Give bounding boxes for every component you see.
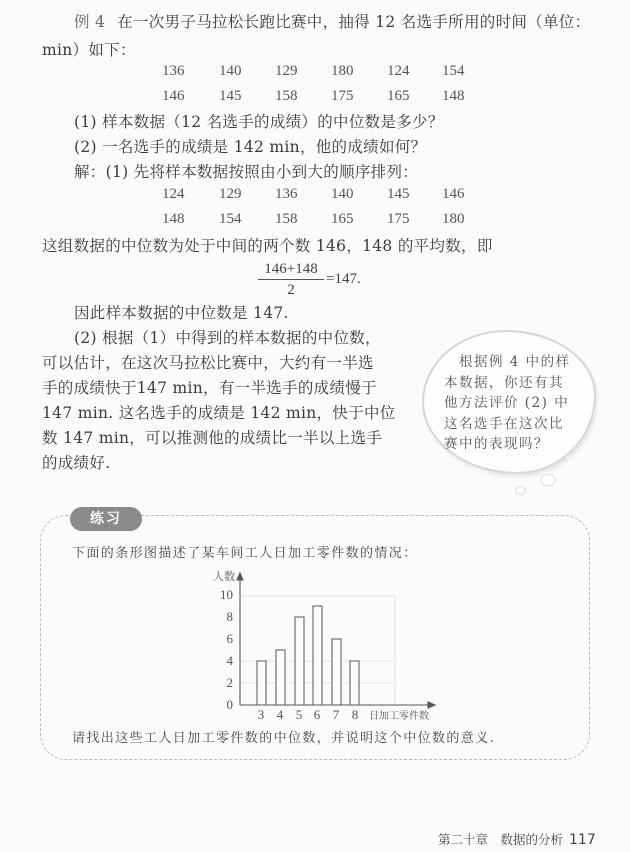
exercise-question: 请找出这些工人日加工零件数的中位数，并说明这个中位数的意义. bbox=[72, 731, 496, 746]
y-tick: 0 bbox=[226, 697, 233, 712]
x-tick: 8 bbox=[351, 707, 359, 722]
example-intro: 在一次男子马拉松长跑比赛中，抽得 12 名选手所用的时间（单位： bbox=[117, 13, 591, 31]
data-cell: 145 bbox=[387, 186, 410, 202]
data-cell: 175 bbox=[387, 211, 410, 227]
question-2: (2) 一名选手的成绩是 142 min，他的成绩如何？ bbox=[74, 138, 427, 156]
bar-5 bbox=[295, 617, 304, 705]
part2-line: 147 min. 这名选手的成绩是 142 min，快于中位 bbox=[42, 404, 396, 422]
x-axis-label: 日加工零件数 bbox=[369, 711, 429, 722]
y-tick: 6 bbox=[226, 631, 233, 646]
x-tick: 6 bbox=[313, 707, 321, 722]
data-cell: 124 bbox=[387, 63, 410, 79]
data-cell: 129 bbox=[219, 186, 242, 202]
data-cell: 158 bbox=[275, 88, 298, 104]
question-1: (1) 样本数据（12 名选手的成绩）的中位数是多少？ bbox=[74, 113, 444, 131]
bubble-tail-dot bbox=[540, 474, 556, 486]
data-cell: 146 bbox=[442, 186, 465, 202]
bubble-tail-dot bbox=[515, 486, 526, 495]
data-cell: 136 bbox=[275, 186, 298, 202]
chapter-title: 第二十章 数据的分析 bbox=[438, 832, 564, 847]
thought-bubble-text: 根据例 4 中的样本数据，你还有其他方法评价 (2) 中这名选手在这次比赛中的表现吗？ bbox=[444, 354, 571, 452]
solution-intro: 解：(1) 先将样本数据按照由小到大的顺序排列： bbox=[74, 163, 419, 181]
page-number: 117 bbox=[569, 832, 596, 848]
data-cell: 146 bbox=[162, 88, 185, 104]
data-cell: 180 bbox=[331, 63, 354, 79]
data-cell: 145 bbox=[219, 88, 242, 104]
data-cell: 136 bbox=[162, 63, 185, 79]
y-tick: 4 bbox=[226, 653, 233, 668]
conclusion-1: 因此样本数据的中位数是 147. bbox=[74, 304, 289, 322]
x-axis-ticks bbox=[258, 707, 359, 722]
data-cell: 165 bbox=[387, 88, 410, 104]
part2-line: 数 147 min，可以推测他的成绩比一半以上选手 bbox=[42, 429, 383, 447]
bar-6 bbox=[313, 606, 322, 705]
y-tick: 2 bbox=[226, 675, 233, 690]
data-cell: 175 bbox=[331, 88, 354, 104]
example-intro-line2: min）如下： bbox=[42, 41, 136, 59]
data-cell: 148 bbox=[442, 88, 465, 104]
data-cell: 158 bbox=[275, 211, 298, 227]
x-tick: 7 bbox=[332, 707, 340, 722]
bar-chart bbox=[195, 566, 445, 726]
bar-3 bbox=[257, 661, 266, 705]
bars bbox=[257, 606, 359, 705]
median-statement: 这组数据的中位数为处于中间的两个数 146，148 的平均数，即 bbox=[42, 237, 493, 255]
part2-line: (2) 根据（1）中得到的样本数据的中位数， bbox=[74, 329, 381, 347]
data-cell: 154 bbox=[442, 63, 465, 79]
part2-line: 手的成绩快于147 min，有一半选手的成绩慢于 bbox=[42, 379, 377, 397]
example-heading bbox=[74, 12, 590, 32]
y-tick: 8 bbox=[226, 609, 233, 624]
y-tick: 10 bbox=[220, 587, 233, 602]
y-axis-ticks bbox=[220, 587, 234, 712]
x-tick: 3 bbox=[257, 707, 265, 722]
exercise-tab: 练习 bbox=[70, 507, 142, 531]
bar-4 bbox=[276, 650, 285, 705]
data-cell: 148 bbox=[162, 211, 185, 227]
data-cell: 124 bbox=[162, 186, 185, 202]
data-cell: 165 bbox=[331, 211, 354, 227]
example-label: 例 4 bbox=[74, 13, 106, 31]
data-cell: 154 bbox=[219, 211, 242, 227]
bar-7 bbox=[332, 639, 341, 705]
exercise-prompt: 下面的条形图描述了某车间工人日加工零件数的情况： bbox=[72, 546, 418, 561]
data-cell: 140 bbox=[219, 63, 242, 79]
part2-line: 的成绩好. bbox=[42, 454, 111, 472]
bar-8 bbox=[350, 661, 359, 705]
data-cell: 140 bbox=[331, 186, 354, 202]
part2-line: 可以估计，在这次马拉松比赛中，大约有一半选 bbox=[42, 354, 374, 372]
formula-result: =147. bbox=[326, 271, 361, 287]
x-tick: 4 bbox=[276, 707, 284, 722]
data-cell: 129 bbox=[275, 63, 298, 79]
x-tick: 5 bbox=[295, 707, 303, 722]
formula-numerator: 146+148 bbox=[258, 261, 324, 280]
y-axis-label: 人数 bbox=[213, 570, 235, 583]
page-footer bbox=[438, 830, 596, 848]
formula-denominator: 2 bbox=[287, 282, 295, 298]
data-cell: 180 bbox=[442, 211, 465, 227]
